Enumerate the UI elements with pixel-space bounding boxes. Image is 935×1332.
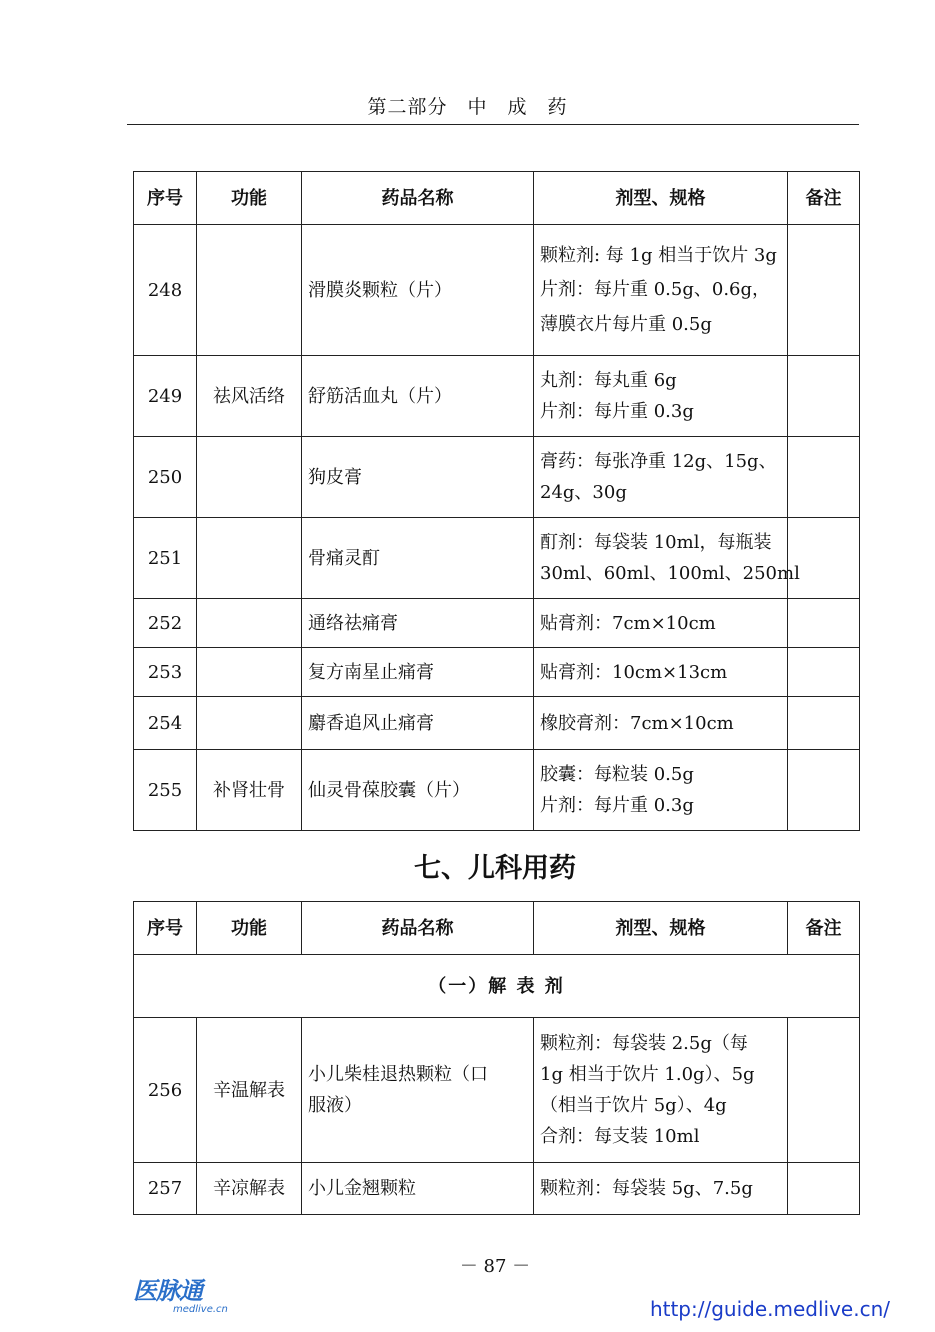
logo-subtext: medlive.cn [173, 1304, 228, 1315]
spec-line: 颗粒剂: 每 1g 相当于饮片 3g [540, 245, 777, 266]
row-spec [534, 648, 788, 697]
spec-line: 1g 相当于饮片 1.0g）、5g [540, 1064, 755, 1085]
row-name: 骨痛灵酊 [302, 518, 534, 599]
row-func [197, 437, 302, 518]
table-row [134, 518, 860, 599]
table-row [134, 356, 860, 437]
section-title: 七、儿科用药 [414, 853, 576, 884]
row-name: 复方南星止痛膏 [302, 648, 534, 697]
spec-line: 橡胶膏剂：7cm×10cm [540, 712, 734, 734]
spec-line: 合剂：每支装 10ml [540, 1126, 700, 1147]
col-header-no: 序号 [134, 172, 197, 225]
row-note [788, 518, 860, 599]
row-note [788, 697, 860, 750]
name-line: 服液） [308, 1095, 362, 1116]
col-header-name: 药品名称 [302, 902, 534, 955]
row-note [788, 599, 860, 648]
page-number: － 87 － [459, 1256, 531, 1277]
row-no: 251 [134, 518, 197, 599]
row-no: 250 [134, 437, 197, 518]
row-spec [534, 225, 788, 356]
row-no: 252 [134, 599, 197, 648]
row-func: 辛凉解表 [197, 1163, 302, 1215]
name-line: 小儿柴桂退热颗粒（口 [308, 1064, 488, 1085]
table-row [134, 437, 860, 518]
row-spec [534, 1163, 788, 1215]
row-name: 狗皮膏 [302, 437, 534, 518]
drug-table-1 [133, 171, 860, 831]
row-func [197, 518, 302, 599]
col-header-func: 功能 [197, 172, 302, 225]
col-header-no: 序号 [134, 902, 197, 955]
row-note [788, 225, 860, 356]
medlive-logo [133, 1278, 243, 1322]
table-row [134, 697, 860, 750]
footer-url-link[interactable]: http://guide.medlive.cn/ [649, 1297, 890, 1321]
row-no: 253 [134, 648, 197, 697]
name-line: 小儿金翘颗粒 [308, 1178, 416, 1199]
table-header-row [134, 172, 860, 225]
row-name: 滑膜炎颗粒（片） [302, 225, 534, 356]
row-name: 舒筋活血丸（片） [302, 356, 534, 437]
subheading: （一）解 表 剂 [134, 955, 860, 1018]
row-spec [534, 1018, 788, 1163]
row-no: 256 [134, 1018, 197, 1163]
row-name [302, 1163, 534, 1215]
spec-line: 贴膏剂：7cm×10cm [540, 612, 716, 634]
spec-line: 薄膜衣片每片重 0.5g [540, 314, 712, 335]
row-name [302, 1018, 534, 1163]
row-name: 通络祛痛膏 [302, 599, 534, 648]
row-func [197, 697, 302, 750]
table-row [134, 225, 860, 356]
page-header-title: 第二部分 中 成 药 [367, 96, 568, 118]
table-row [134, 599, 860, 648]
row-no: 255 [134, 750, 197, 831]
table-row [134, 648, 860, 697]
col-header-func: 功能 [197, 902, 302, 955]
col-header-name: 药品名称 [302, 172, 534, 225]
row-func [197, 225, 302, 356]
row-name: 仙灵骨葆胶囊（片） [302, 750, 534, 831]
col-header-note: 备注 [788, 172, 860, 225]
spec-line: 胶囊：每粒装 0.5g [540, 764, 694, 785]
table-row [134, 1163, 860, 1215]
spec-line: 膏药：每张净重 12g、15g、 [540, 451, 777, 472]
spec-line: 30ml、60ml、100ml、250ml [540, 563, 800, 584]
spec-line: 片剂：每片重 0.3g [540, 401, 694, 422]
spec-line: （相当于饮片 5g）、4g [540, 1095, 727, 1116]
spec-line: 片剂：每片重 0.5g、0.6g， [540, 279, 771, 300]
row-note [788, 1018, 860, 1163]
row-spec [534, 518, 800, 599]
row-no: 249 [134, 356, 197, 437]
table-header-row [134, 902, 860, 955]
row-no: 257 [134, 1163, 197, 1215]
row-spec [534, 437, 788, 518]
row-func [197, 599, 302, 648]
header-divider [127, 124, 859, 125]
col-header-spec: 剂型、规格 [534, 172, 788, 225]
spec-line: 贴膏剂：10cm×13cm [540, 661, 728, 683]
spec-line: 颗粒剂：每袋装 5g、7.5g [540, 1178, 753, 1199]
row-name: 麝香追风止痛膏 [302, 697, 534, 750]
row-func: 辛温解表 [197, 1018, 302, 1163]
logo-text: 医脉通 [133, 1277, 202, 1305]
row-func: 补肾壮骨 [197, 750, 302, 831]
spec-line: 颗粒剂：每袋装 2.5g（每 [540, 1033, 748, 1054]
row-spec [534, 750, 788, 831]
row-note [788, 356, 860, 437]
row-no: 248 [134, 225, 197, 356]
row-spec [534, 356, 788, 437]
col-header-spec: 剂型、规格 [534, 902, 788, 955]
spec-line: 丸剂：每丸重 6g [540, 370, 677, 391]
spec-line: 片剂：每片重 0.3g [540, 795, 694, 816]
drug-table-2 [133, 901, 860, 1215]
row-func: 祛风活络 [197, 356, 302, 437]
row-no: 254 [134, 697, 197, 750]
col-header-note: 备注 [788, 902, 860, 955]
table-row [134, 750, 860, 831]
row-note [788, 437, 860, 518]
spec-line: 24g、30g [540, 482, 627, 503]
row-note [788, 1163, 860, 1215]
row-note [788, 750, 860, 831]
row-spec [534, 697, 788, 750]
subheading-row [134, 955, 860, 1018]
table-row [134, 1018, 860, 1163]
row-func [197, 648, 302, 697]
spec-line: 酊剂：每袋装 10ml，每瓶装 [540, 532, 772, 553]
row-spec [534, 599, 788, 648]
row-note [788, 648, 860, 697]
